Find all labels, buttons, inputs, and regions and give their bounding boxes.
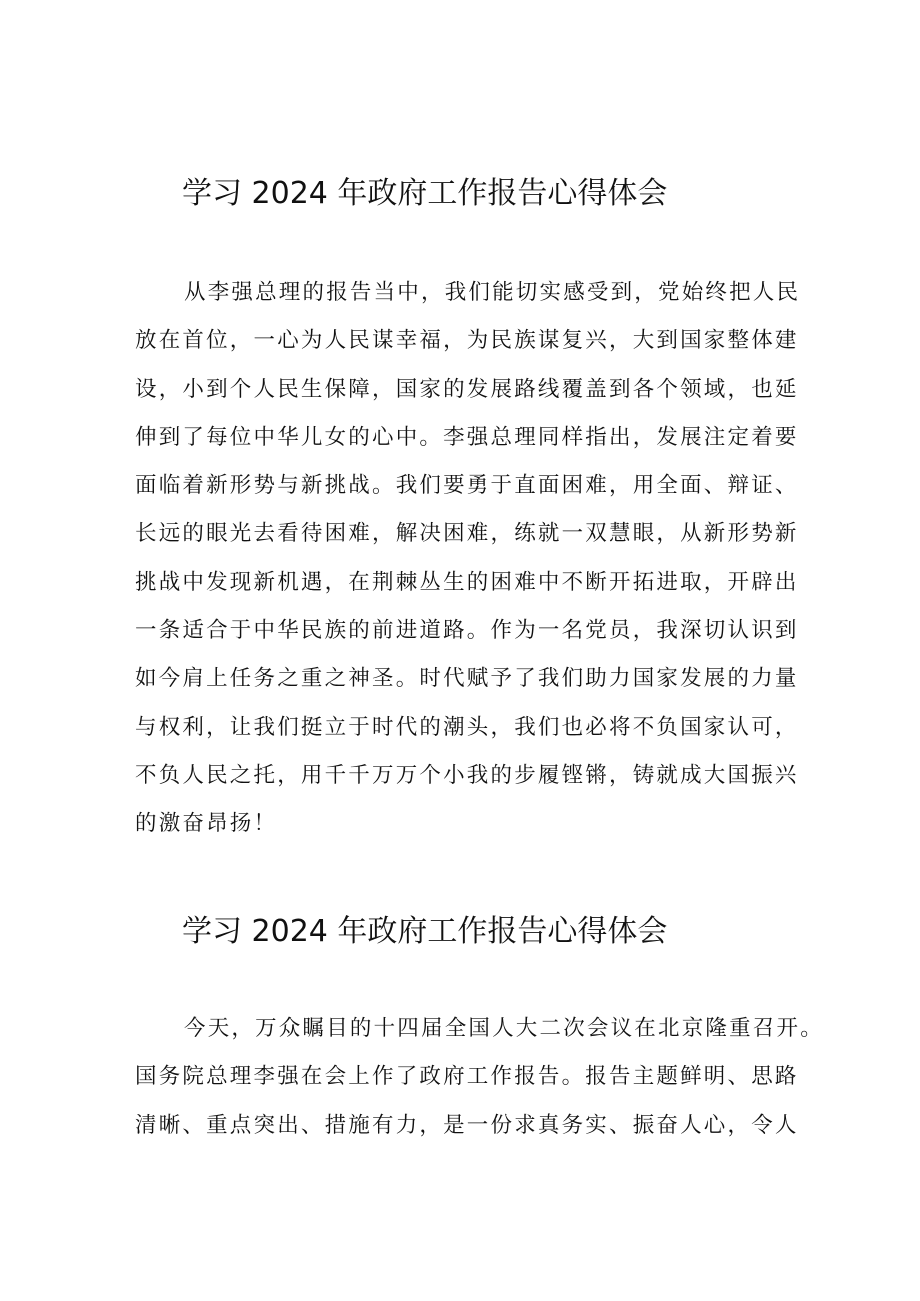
paragraph-line: 面临着新形势与新挑战。我们要勇于直面困难，用全面、辩证、 [135,473,799,499]
paragraph-line: 国务院总理李强在会上作了政府工作报告。报告主题鲜明、思路 [135,1064,799,1090]
document-title-2: 学习 2024 年政府工作报告心得体会 [182,914,668,949]
document-title-1: 学习 2024 年政府工作报告心得体会 [182,176,668,211]
essay-section-2 [135,1012,824,1157]
paragraph-line: 的激奋昂扬！ [135,811,278,837]
paragraph-line: 与权利，让我们挺立于时代的潮头，我们也必将不负国家认可， [135,714,799,740]
paragraph-line: 如今肩上任务之重之神圣。时代赋予了我们助力国家发展的力量 [135,666,799,692]
paragraph-line: 清晰、重点突出、措施有力，是一份求真务实、振奋人心，令人 [135,1112,799,1138]
paragraph-line: 长远的眼光去看待困难，解决困难，练就一双慧眼，从新形势新 [135,521,799,547]
paragraph-line: 一条适合于中华民族的前进道路。作为一名党员，我深切认识到 [135,618,799,644]
paragraph-line: 伸到了每位中华儿女的心中。李强总理同样指出，发展注定着要 [135,424,799,450]
paragraph-line: 放在首位，一心为人民谋幸福，为民族谋复兴，大到国家整体建 [135,328,799,354]
paragraph-line: 今天，万众瞩目的十四届全国人大二次会议在北京隆重召开。 [184,1016,824,1041]
paragraph-line: 不负人民之托，用千千万万个小我的步履铿锵，铸就成大国振兴 [135,762,799,788]
paragraph-line: 设，小到个人民生保障，国家的发展路线覆盖到各个领域，也延 [135,376,799,402]
essay-section-1 [135,276,815,856]
paragraph-line: 从李强总理的报告当中，我们能切实感受到，党始终把人民 [184,280,801,305]
paragraph-line: 挑战中发现新机遇，在荆棘丛生的困难中不断开拓进取，开辟出 [135,569,799,595]
